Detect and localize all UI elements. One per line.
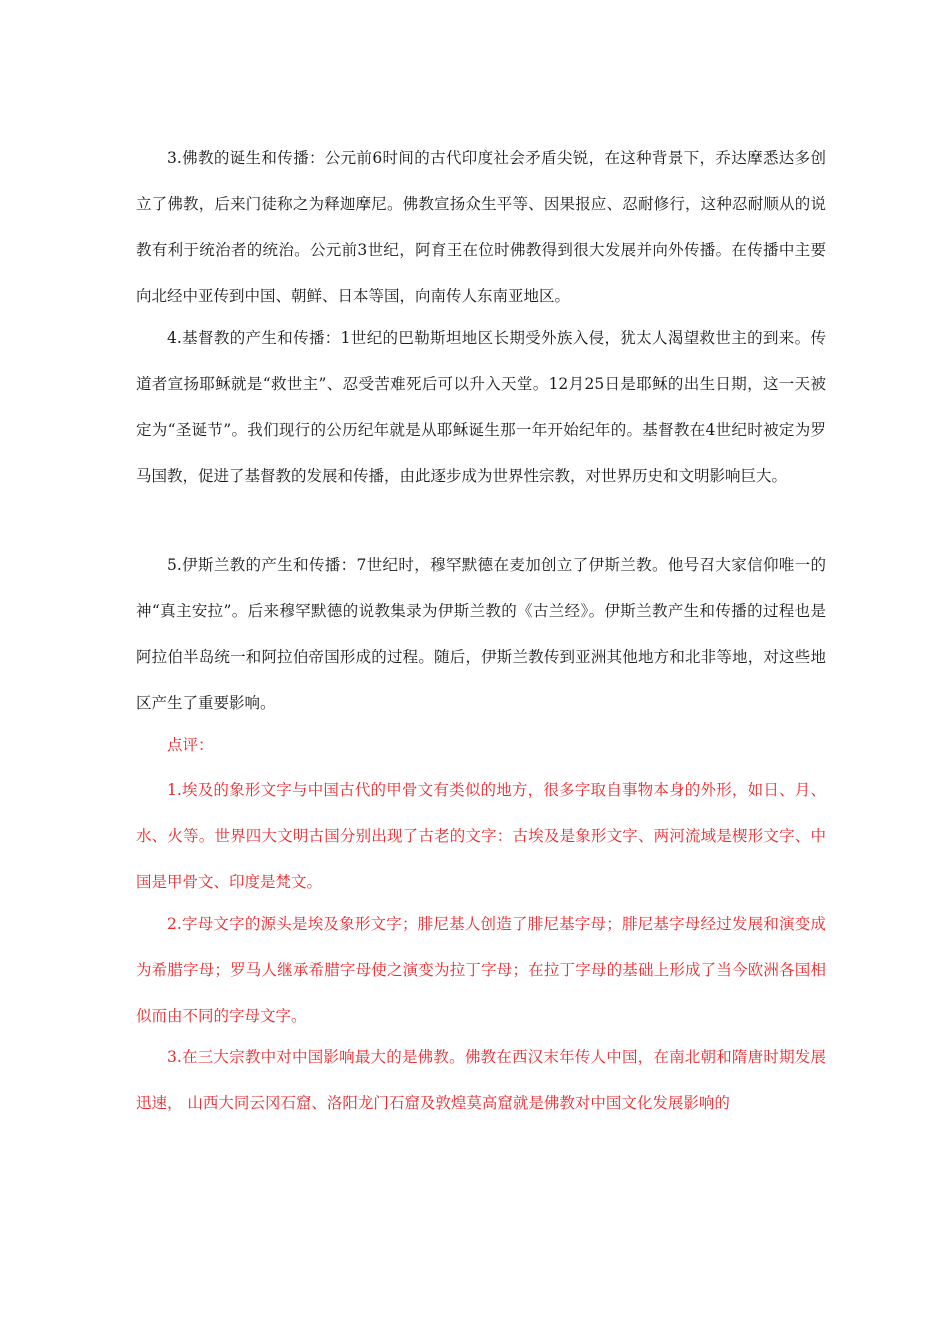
review-heading: 点评： xyxy=(167,736,214,754)
review-point-3: 3.在三大宗教中对中国影响最大的是佛教。佛教在西汉末年传人中国，在南北朝和隋唐时期发展迅速， 山西大同云冈石窟、洛阳龙门石窟及敦煌莫高窟就是佛教对中国文化发展影响的 xyxy=(136,1048,826,1112)
paragraph-buddhism: 3.佛教的诞生和传播：公元前6时间的古代印度社会矛盾尖锐，在这种背景下，乔达摩悉达多创立了佛教，后来门徒称之为释迦摩尼。佛教宣扬众生平等、因果报应、忍耐修行，这种忍耐顺从的说教有利于统治者的统治。公元前3世纪，阿育王在位时佛教得到很大发展并向外传播。在传播中主要向北经中亚传到中国、朝鲜、日本等国，向南传人东南亚地区。 xyxy=(136,149,826,305)
review-point-2: 2.字母文字的源头是埃及象形文字；腓尼基人创造了腓尼基字母；腓尼基字母经过发展和演变成为希腊字母；罗马人继承希腊字母使之演变为拉丁字母；在拉丁字母的基础上形成了当今欧洲各国相似而由不同的字母文字。 xyxy=(136,915,826,1025)
review-point-1: 1.埃及的象形文字与中国古代的甲骨文有类似的地方，很多字取自事物本身的外形，如日、月、水、火等。世界四大文明古国分别出现了古老的文字：古埃及是象形文字、两河流域是楔形文字、中国是甲骨文、印度是梵文。 xyxy=(136,781,826,891)
paragraph-christianity: 4.基督教的产生和传播：1世纪的巴勒斯坦地区长期受外族入侵，犹太人渴望救世主的到来。传道者宣扬耶稣就是“救世主”、忍受苦难死后可以升入天堂。12月25日是耶稣的出生日期，这一天被定为“圣诞节”。我们现行的公历纪年就是从耶稣诞生那一年开始纪年的。基督教在4世纪时被定为罗马国教，促进了基督教的发展和传播，由此逐步成为世界性宗教，对世界历史和文明影响巨大。 xyxy=(136,329,826,485)
paragraph-islam: 5.伊斯兰教的产生和传播：7世纪时，穆罕默德在麦加创立了伊斯兰教。他号召大家信仰唯一的神“真主安拉”。后来穆罕默德的说教集录为伊斯兰教的《古兰经》。伊斯兰教产生和传播的过程也是阿拉伯半岛统一和阿拉伯帝国形成的过程。随后，伊斯兰教传到亚洲其他地方和北非等地，对这些地区产生了重要影响。 xyxy=(136,556,826,712)
